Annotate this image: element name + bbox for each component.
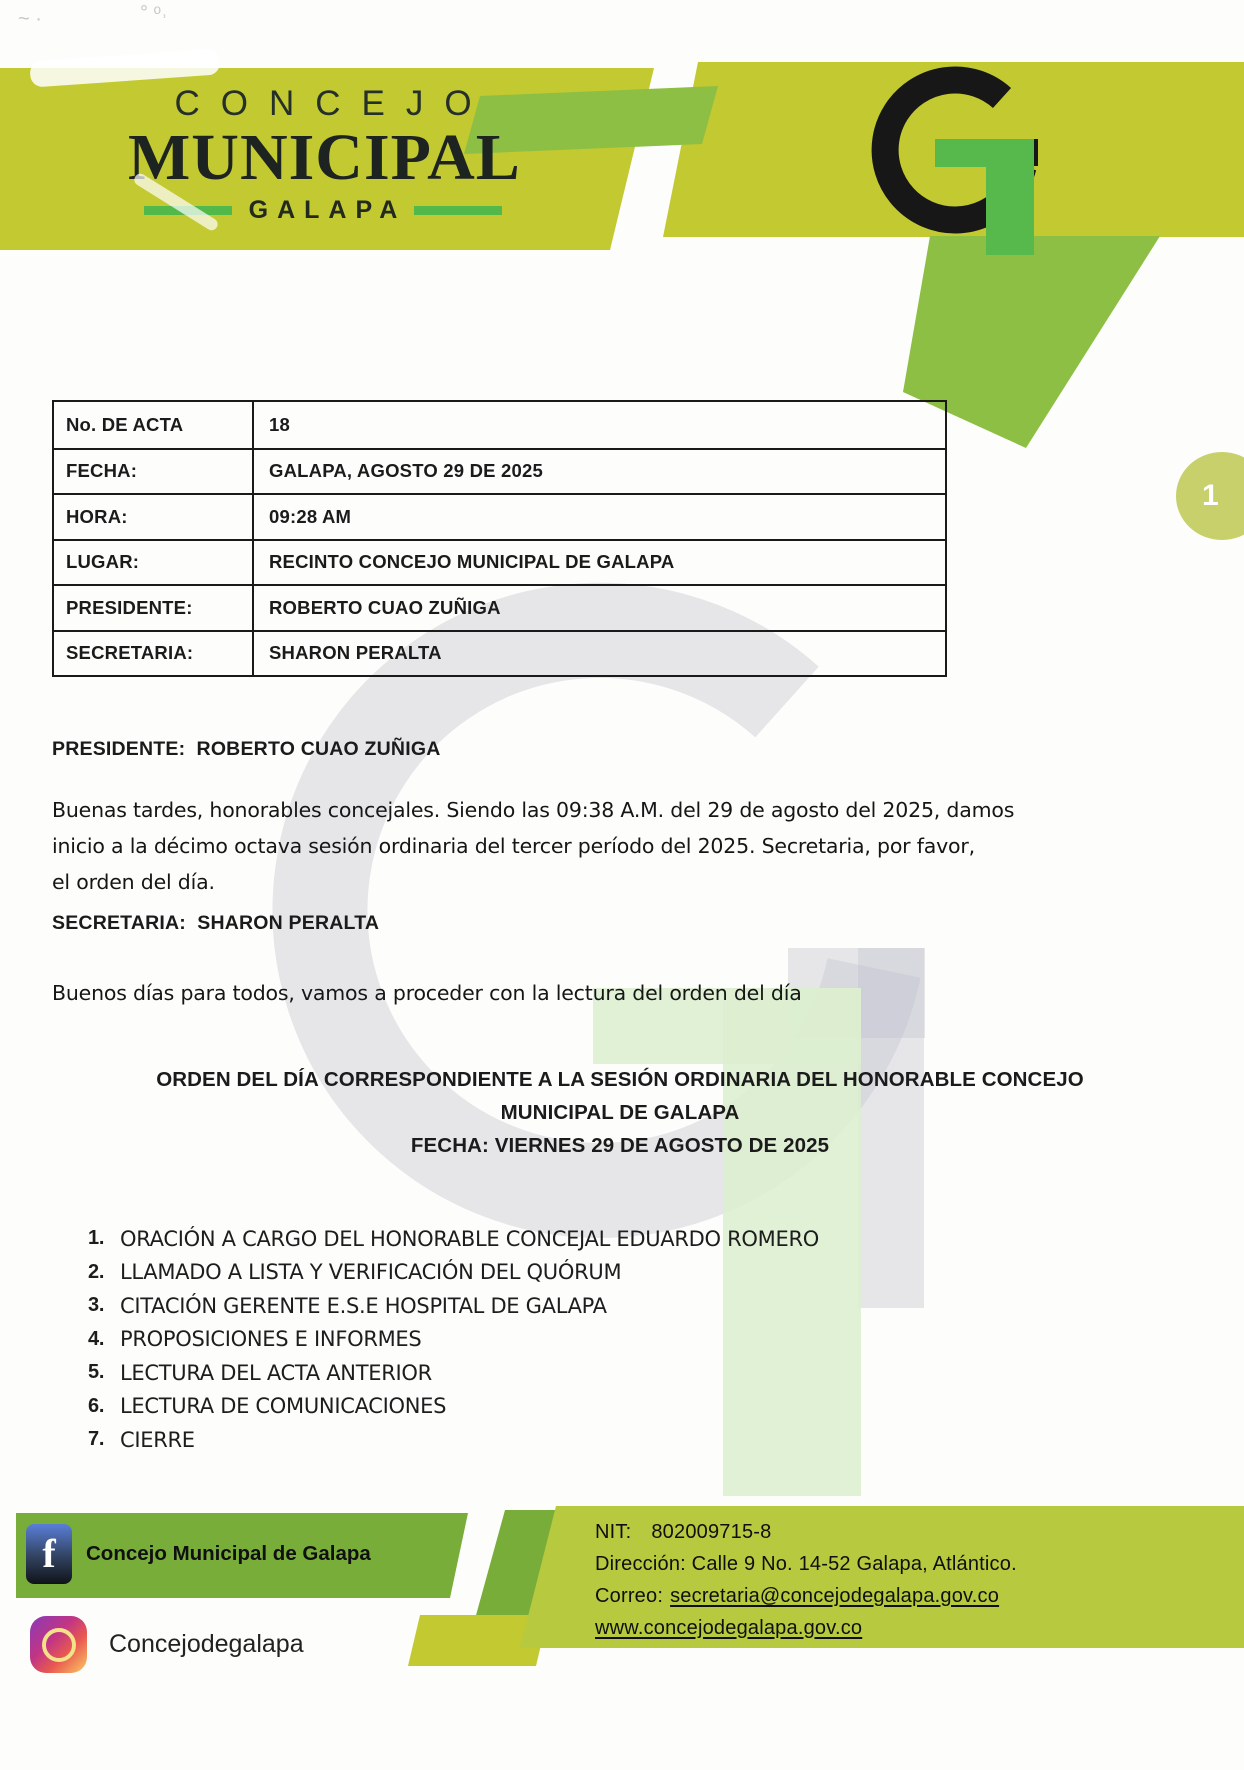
instagram-label: Concejodegalapa [109,1630,304,1658]
logo-line-municipal: MUNICIPAL [128,121,521,194]
table-row [54,448,945,494]
secretary-paragraph: Buenos días para todos, vamos a proceder con la lectura del orden del día [52,981,802,1005]
email-label: Correo: [595,1584,664,1607]
item-text: PROPOSICIONES E INFORMES [120,1327,422,1352]
paragraph-line: inicio a la décimo octava sesión ordinaria del tercer período del 2025. Secretaria, por favor, [52,834,975,858]
item-text: CITACIÓN GERENTE E.S.E HOSPITAL DE GALAPA [120,1293,607,1318]
list-item [88,1323,819,1357]
list-item [88,1222,819,1256]
logo-line-concejo: CONCEJO [174,84,493,123]
list-item [88,1423,819,1457]
item-number: 2. [88,1260,105,1283]
nit-value: 802009715-8 [651,1520,772,1543]
address-line: Dirección: Calle 9 No. 14-52 Galapa, Atlántico. [595,1552,1017,1575]
agenda-title [40,1063,1200,1162]
table-row [54,402,945,448]
scan-smudge: ° ᵒ˒ [140,2,168,24]
row-label: SECRETARIA: [66,642,194,664]
list-item [88,1390,819,1424]
item-text: LECTURA DEL ACTA ANTERIOR [120,1360,432,1385]
nit-line [595,1516,1215,1548]
secretary-heading: SECRETARIA: SHARON PERALTA [52,912,380,934]
row-label: HORA: [66,505,128,527]
item-text: ORACIÓN A CARGO DEL HONORABLE CONCEJAL EDUARDO ROMERO [120,1226,819,1251]
instagram-link[interactable] [30,1616,304,1673]
row-value: 18 [252,402,945,448]
page-number: 1 [1202,479,1219,512]
facebook-link[interactable] [26,1524,371,1584]
item-text: LLAMADO A LISTA Y VERIFICACIÓN DEL QUÓRUM [120,1260,622,1285]
row-value: GALAPA, AGOSTO 29 DE 2025 [252,450,945,494]
agenda-title-line: MUNICIPAL DE GALAPA [500,1101,740,1124]
item-text: CIERRE [120,1427,195,1452]
list-item [88,1289,819,1323]
list-item [88,1356,819,1390]
logo-line-galapa: GALAPA [128,196,518,225]
president-heading: PRESIDENTE: ROBERTO CUAO ZUÑIGA [52,738,441,760]
row-label: FECHA: [66,460,138,482]
agenda-title-line: FECHA: VIERNES 29 DE AGOSTO DE 2025 [410,1134,830,1157]
instagram-icon [30,1616,87,1673]
email-link[interactable]: secretaria@concejodegalapa.gov.co [670,1584,1000,1607]
item-number: 5. [88,1361,105,1384]
item-number: 3. [88,1294,105,1317]
scan-smudge: ~ · [18,8,42,30]
item-number: 4. [88,1327,105,1350]
table-row [54,493,945,539]
table-row [54,539,945,585]
paragraph-line: el orden del día. [52,870,215,894]
contact-info [595,1516,1215,1644]
agenda-title-line: ORDEN DEL DÍA CORRESPONDIENTE A LA SESIÓN ORDINARIA DEL HONORABLE CONCEJO [156,1068,1084,1091]
row-value: ROBERTO CUAO ZUÑIGA [252,586,945,630]
facebook-icon: f [26,1524,72,1584]
row-value: 09:28 AM [252,495,945,539]
row-value: RECINTO CONCEJO MUNICIPAL DE GALAPA [252,541,945,585]
paragraph-line: Buenas tardes, honorables concejales. Siendo las 09:38 A.M. del 29 de agosto del 2025, damos [52,798,1015,822]
nit-label: NIT: [595,1520,632,1543]
facebook-label: Concejo Municipal de Galapa [86,1542,371,1565]
agenda-list [88,1222,819,1457]
table-row [54,584,945,630]
website-line [595,1612,1215,1644]
row-value: SHARON PERALTA [252,632,945,676]
item-number: 1. [88,1227,105,1250]
session-meta-table [52,400,947,677]
item-number: 6. [88,1394,105,1417]
row-label: LUGAR: [66,551,140,573]
logo-dash-right [414,206,502,215]
row-label: PRESIDENTE: [66,596,193,618]
email-line [595,1580,1215,1612]
item-text: LECTURA DE COMUNICACIONES [120,1394,447,1419]
president-paragraph [52,792,1197,900]
website-link[interactable]: www.concejodegalapa.gov.co [595,1616,863,1639]
table-row [54,630,945,676]
list-item [88,1256,819,1290]
item-number: 7. [88,1428,105,1451]
row-label: No. DE ACTA [66,413,184,435]
